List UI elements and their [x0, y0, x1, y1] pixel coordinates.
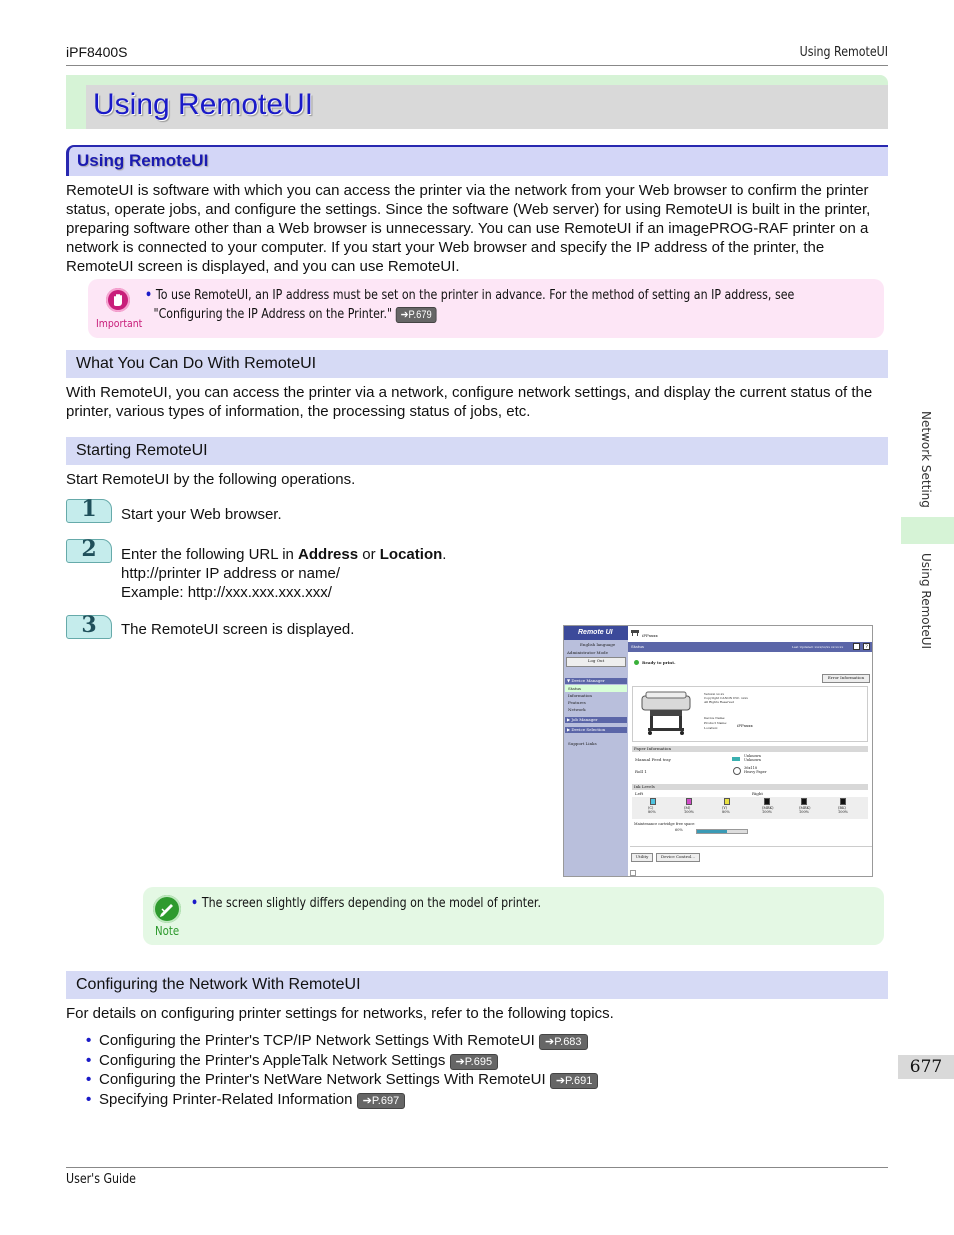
- shot-refresh-icon[interactable]: [853, 643, 860, 650]
- shot-error-info-button[interactable]: Error Information: [822, 674, 870, 683]
- shot-maintenance-fill: [697, 830, 727, 833]
- shot-roll1-value1: 36x118: [744, 766, 758, 770]
- note-label: Note: [155, 924, 180, 938]
- shot-device-name-label: Device Name:: [704, 716, 726, 720]
- shot-ink-name: (MBK): [799, 806, 811, 810]
- shot-printer-name: iPFxxxx: [642, 633, 658, 638]
- shot-ink-cartridge: [838, 798, 864, 814]
- shot-ink-pct: 100%: [799, 810, 810, 814]
- important-text: • To use RemoteUI, an IP address must be set on the printer in advance. For the method of setting an IP address, see "Configuring the IP Address on the Printer." ➔P.679: [145, 288, 795, 322]
- step-2-text-post: .: [442, 546, 447, 563]
- note-text-line: • The screen slightly differs depending on the model of printer.: [191, 896, 541, 911]
- step-2-example: Example: http://xxx.xxx.xxx.xxx/: [121, 584, 332, 601]
- step-2-text-pre: Enter the following URL in: [121, 546, 299, 563]
- shot-ink-cartridge: [648, 798, 674, 814]
- shot-ink-swatch: [764, 798, 770, 805]
- step-2-text: [121, 545, 446, 602]
- step-2-url: http://printer IP address or name/: [121, 565, 341, 582]
- shot-maintenance-pct: 60%: [675, 828, 683, 832]
- shot-ready-text: Ready to print.: [642, 660, 676, 665]
- shot-ink-name: (C): [648, 806, 654, 810]
- step-2-address: Address: [298, 546, 359, 563]
- section-heading: Using RemoteUI: [77, 151, 209, 170]
- shot-ink-pct: 100%: [762, 810, 773, 814]
- page-ref-link[interactable]: ➔P.683: [539, 1034, 588, 1050]
- pencil-check-icon: [153, 895, 181, 923]
- topic-link-text[interactable]: Specifying Printer-Related Information: [99, 1090, 353, 1108]
- important-label: Important: [96, 317, 143, 330]
- page-ref-link[interactable]: ➔P.679: [396, 307, 437, 323]
- shot-maintenance-bar: [696, 829, 748, 834]
- shot-manual-feed-values: [744, 754, 761, 762]
- shot-product-name: iPFxxxx: [737, 723, 753, 728]
- note-text: The screen slightly differs depending on the model of printer.: [201, 896, 541, 911]
- shot-roll-icon: [733, 767, 741, 775]
- shot-ink-right: Right: [752, 791, 764, 796]
- shot-ink-name: (Y): [722, 806, 728, 810]
- important-line2: "Configuring the IP Address on the Printer.": [153, 307, 393, 322]
- shot-roll1: Roll 1: [635, 769, 647, 774]
- footer-rule: [66, 1167, 888, 1168]
- important-line1: To use RemoteUI, an IP address must be set on the printer in advance. For the method of setting an IP address, see: [155, 288, 795, 303]
- page-ref-link[interactable]: ➔P.695: [450, 1054, 499, 1070]
- shot-manual-feed-value2: Unknown: [744, 758, 761, 762]
- what-you-can-do-text: With RemoteUI, you can access the printer via a network, configure network settings, and display the current status of the printer, various types of information, the processing status of jobs, etc.: [66, 384, 873, 420]
- shot-ink-swatch: [840, 798, 846, 805]
- shot-manual-feed-value1: Unknown: [744, 754, 761, 758]
- side-section-label: Using RemoteUI: [919, 553, 933, 650]
- shot-help-icon[interactable]: ?: [863, 643, 870, 650]
- shot-version-info: [704, 692, 748, 704]
- topic-link-item[interactable]: • Specifying Printer-Related Information ➔P.697: [86, 1090, 598, 1110]
- shot-ink-pct: 100%: [838, 810, 849, 814]
- starting-text: Start RemoteUI by the following operations.: [66, 471, 356, 488]
- shot-ink-levels-bar: Ink Levels: [632, 784, 868, 790]
- shot-ink-name: (MBK): [762, 806, 774, 810]
- shot-ink-name: (M): [684, 806, 691, 810]
- step-3-number: 3: [81, 612, 97, 638]
- shot-ink-swatch: [801, 798, 807, 805]
- topic-link-item[interactable]: • Configuring the Printer's NetWare Network Settings With RemoteUI ➔P.691: [86, 1070, 598, 1090]
- step-2-location: Location: [379, 546, 443, 563]
- page-title: Using RemoteUI: [93, 88, 314, 121]
- shot-version: Version xx.xx: [704, 692, 725, 696]
- shot-nav-job-manager[interactable]: ▶ Job Manager: [565, 717, 627, 723]
- shot-ink-cartridge: [799, 798, 825, 814]
- shot-nav-support[interactable]: Support Links: [568, 741, 597, 746]
- topic-link-item[interactable]: • Configuring the Printer's TCP/IP Network Settings With RemoteUI ➔P.683: [86, 1031, 598, 1051]
- starting-heading: Starting RemoteUI: [76, 442, 208, 459]
- shot-rights: All Rights Reserved: [704, 700, 734, 704]
- step-1-text: Start your Web browser.: [121, 506, 282, 523]
- shot-last-updated: Last Updated: xxxx/xx/xx xx:xx:xx: [792, 645, 844, 649]
- shot-nav-device-manager[interactable]: ▼ Device Manager: [565, 678, 627, 684]
- page-number: 677: [898, 1055, 954, 1079]
- shot-ink-swatch: [686, 798, 692, 805]
- header-rule: [66, 65, 888, 66]
- shot-ink-cartridge: [722, 798, 748, 814]
- shot-nav-status[interactable]: Status: [568, 686, 581, 691]
- step-2-text-mid: or: [358, 546, 380, 563]
- shot-ink-cartridge: [684, 798, 710, 814]
- shot-utility-button[interactable]: Utility: [631, 853, 653, 862]
- important-callout: [88, 279, 884, 338]
- shot-logo: Remote UI: [564, 626, 628, 640]
- shot-copyright: Copyright CANON INC. xxxx: [704, 696, 748, 700]
- page-ref-link[interactable]: ➔P.697: [357, 1093, 406, 1109]
- shot-ink-swatch: [650, 798, 656, 805]
- shot-nav-network[interactable]: Network: [568, 707, 586, 712]
- shot-nav-device-selection[interactable]: ▶ Device Selection: [565, 727, 627, 733]
- shot-printer-image: [638, 688, 694, 736]
- shot-ink-left: Left: [635, 791, 644, 796]
- topic-link-text[interactable]: Configuring the Printer's NetWare Network Settings With RemoteUI: [99, 1071, 546, 1088]
- shot-printer-icon: [630, 628, 640, 636]
- shot-mode: Administrator Mode: [567, 650, 608, 655]
- shot-product-name-label: Product Name:: [704, 721, 727, 725]
- configuring-text: For details on configuring printer settings for networks, refer to the following topics.: [66, 1005, 614, 1022]
- shot-manual-feed: Manual Feed tray: [635, 757, 671, 762]
- shot-roll1-values: [744, 766, 767, 774]
- configuring-heading: Configuring the Network With RemoteUI: [76, 976, 361, 993]
- footer-text: User's Guide: [66, 1172, 136, 1187]
- shot-location-label: Location:: [704, 726, 719, 730]
- shot-device-labels: [704, 716, 727, 731]
- note-callout: [143, 887, 884, 945]
- remoteui-screenshot: [563, 625, 873, 877]
- intro-paragraph: RemoteUI is software with which you can access the printer via the network from your Web browser to confirm the printer status, operate jobs, and configure the settings. Since the software (Web server) for using RemoteUI is built in the printer, preparing software other than a Web browser is unnecessary. You can use RemoteUI if an imagePROG-RAF printer on a network is connected to your computer. If you start your Web browser and specify the IP address of the printer, the RemoteUI screen is displayed, and you can use RemoteUI.: [66, 182, 871, 275]
- topic-links: [86, 1031, 598, 1109]
- header-section: Using RemoteUI: [799, 45, 888, 60]
- step-2-number: 2: [81, 536, 97, 562]
- shot-logout-button[interactable]: Log Out: [566, 657, 626, 667]
- shot-ink-pct: 80%: [722, 810, 730, 814]
- shot-nav-information[interactable]: Information: [568, 693, 593, 698]
- shot-device-control-button[interactable]: Device Control...: [656, 853, 700, 862]
- side-chapter-label: Network Setting: [919, 411, 933, 508]
- shot-ink-row: [632, 797, 868, 819]
- step-3-text: The RemoteUI screen is displayed.: [121, 621, 355, 638]
- shot-ink-pct: 100%: [684, 810, 695, 814]
- topic-link-item[interactable]: • Configuring the Printer's AppleTalk Network Settings ➔P.695: [86, 1051, 598, 1071]
- shot-status-title: Status: [631, 644, 644, 649]
- shot-language: English language: [580, 642, 616, 647]
- shot-ink-cartridge: [762, 798, 788, 814]
- hand-stop-icon: [106, 288, 130, 312]
- header-model: iPF8400S: [66, 44, 128, 60]
- shot-ready-icon: [634, 660, 639, 665]
- shot-roll1-value2: Heavy Paper: [744, 770, 767, 774]
- shot-ink-swatch: [724, 798, 730, 805]
- shot-ink-pct: 80%: [648, 810, 656, 814]
- step-1-number: 1: [81, 496, 97, 522]
- shot-maintenance: Maintenance cartridge free space:: [634, 822, 696, 826]
- shot-manual-feed-icon: [732, 757, 740, 761]
- side-tab-marker: [901, 517, 954, 544]
- topic-link-text[interactable]: Configuring the Printer's TCP/IP Network Settings With RemoteUI: [99, 1032, 535, 1049]
- page-ref-link[interactable]: ➔P.691: [550, 1073, 599, 1089]
- what-you-can-do-heading: What You Can Do With RemoteUI: [76, 355, 317, 372]
- shot-nav-features[interactable]: Features: [568, 700, 586, 705]
- topic-link-text[interactable]: Configuring the Printer's AppleTalk Network Settings: [99, 1051, 446, 1069]
- shot-ink-name: (BK): [838, 806, 846, 810]
- shot-paper-info-bar: Paper Information: [632, 746, 868, 752]
